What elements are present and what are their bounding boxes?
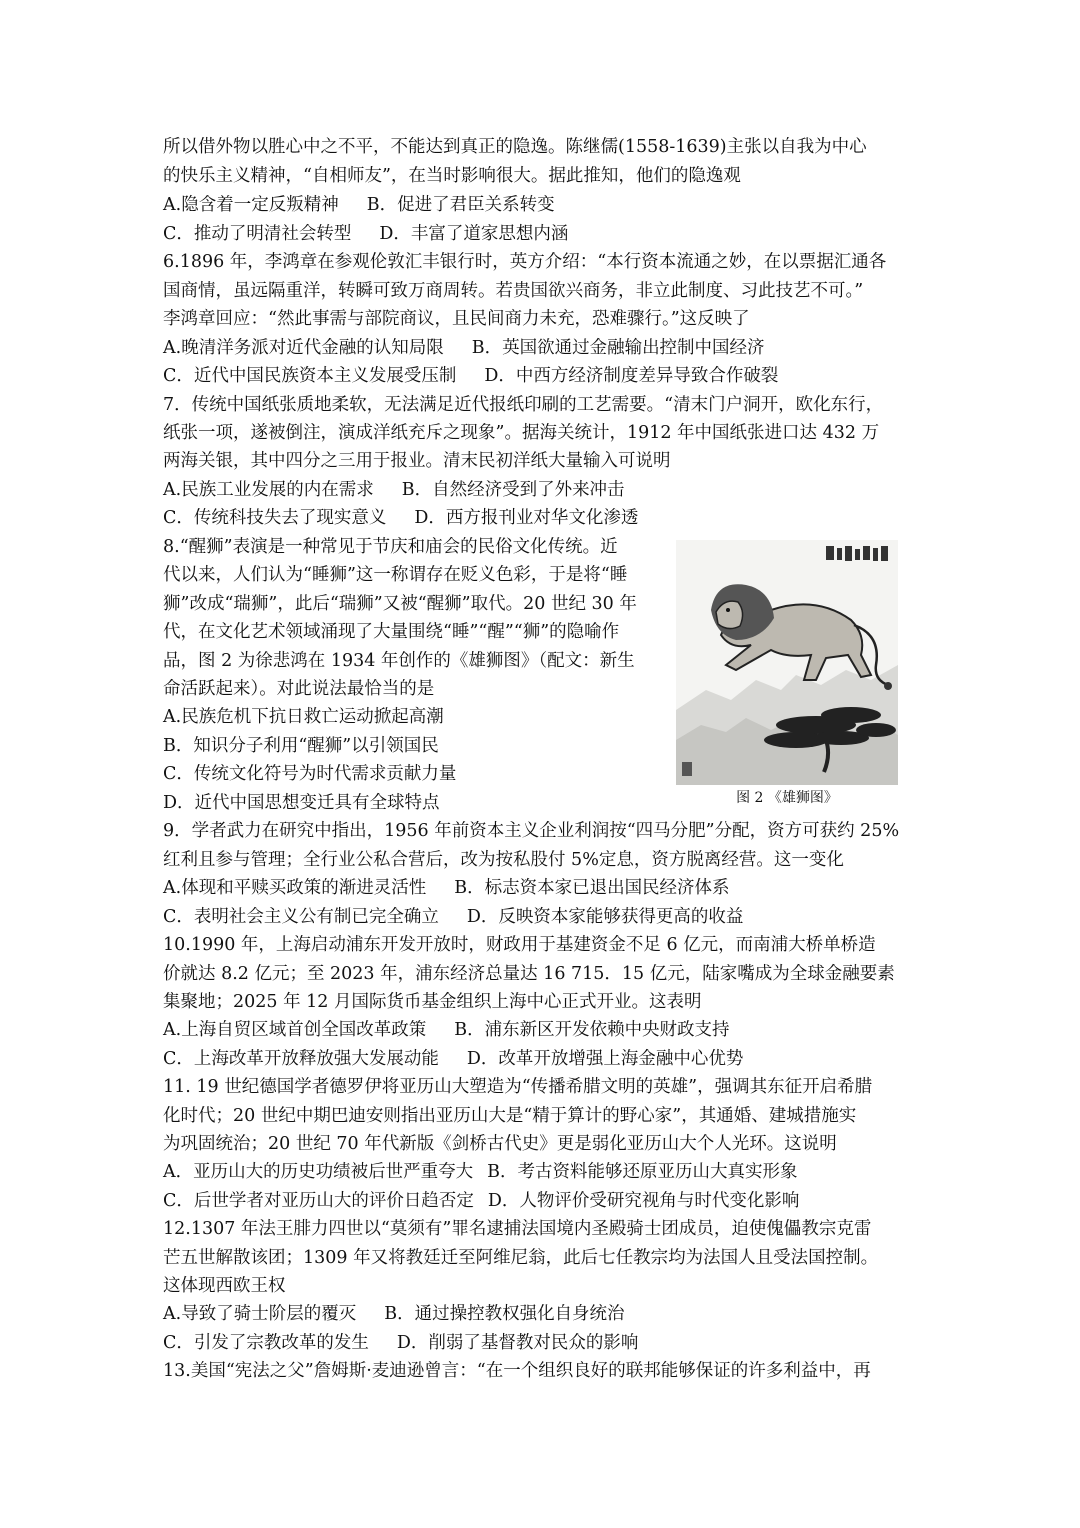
q8-option-c[interactable]: C．传统文化符号为时代需求贡献力量 — [163, 764, 457, 784]
q10-option-d[interactable]: D．改革开放增强上海金融中心优势 — [466, 1049, 744, 1069]
q9-options-row-1 — [163, 874, 730, 902]
q8-text-line-4: 代，在文化艺术领域涌现了大量围绕“睡”“醒”“狮”的隐喻作 — [163, 622, 620, 642]
q10-text-line-1: 10.1990 年，上海启动浦东开发开放时，财政用于基建资金不足 6 亿元，而南浦大桥单桥造 — [163, 935, 876, 955]
q5-option-b[interactable]: B．促进了君臣关系转变 — [366, 195, 555, 215]
q8-text-line-2: 代以来，人们认为“睡狮”这一称谓存在贬义色彩，于是将“睡 — [163, 565, 628, 585]
q6-option-a[interactable]: A.晚清洋务派对近代金融的认知局限 — [163, 338, 444, 358]
q10-option-c[interactable]: C．上海改革开放释放强大发展动能 — [163, 1049, 439, 1069]
q5-text-line-2: 的快乐主义精神，“自相师友”，在当时影响很大。据此推知，他们的隐逸观 — [163, 166, 741, 186]
q12-option-a[interactable]: A.导致了骑士阶层的覆灭 — [163, 1304, 357, 1324]
q5-options-row-2 — [163, 220, 568, 248]
q11-option-a[interactable]: A．亚历山大的历史功绩被后世严重夸大 — [163, 1162, 474, 1182]
q11-option-c[interactable]: C．后世学者对亚历山大的评价日趋否定 — [163, 1191, 474, 1211]
q10-option-a[interactable]: A.上海自贸区域首创全国改革政策 — [163, 1020, 427, 1040]
q5-option-d[interactable]: D．丰富了道家思想内涵 — [379, 224, 569, 244]
q12-text-line-1: 12.1307 年法王腓力四世以“莫须有”罪名逮捕法国境内圣殿骑士团成员，迫使傀儡教宗克雷 — [163, 1219, 872, 1239]
q11-text-line-1: 11. 19 世纪德国学者德罗伊将亚历山大塑造为“传播希腊文明的英雄”，强调其东征开启希腊 — [163, 1077, 873, 1097]
q11-option-b[interactable]: B．考古资料能够还原亚历山大真实形象 — [487, 1162, 798, 1182]
q13-text-line-1: 13.美国“宪法之父”詹姆斯·麦迪逊曾言：“在一个组织良好的联邦能够保证的许多利益中，再 — [163, 1361, 871, 1381]
q9-option-c[interactable]: C．表明社会主义公有制已完全确立 — [163, 907, 439, 927]
q8-text-line-1: 8.“醒狮”表演是一种常见于节庆和庙会的民俗文化传统。近 — [163, 537, 618, 557]
q10-text-line-2: 价就达 8.2 亿元；至 2023 年，浦东经济总量达 16 715．15 亿元，陆家嘴成为全球金融要素 — [163, 964, 895, 984]
q7-option-b[interactable]: B．自然经济受到了外来冲击 — [401, 480, 625, 500]
q5-option-c[interactable]: C．推动了明清社会转型 — [163, 224, 352, 244]
q9-option-b[interactable]: B．标志资本家已退出国民经济体系 — [454, 878, 730, 898]
q11-text-line-2: 化时代；20 世纪中期巴迪安则指出亚历山大是“精于算计的野心家”，其通婚、建城措施实 — [163, 1106, 857, 1126]
q7-text-line-2: 纸张一项，遂被倒注，演成洋纸充斥之现象”。据海关统计，1912 年中国纸张进口达 432 万 — [163, 423, 880, 443]
q6-option-b[interactable]: B．英国欲通过金融输出控制中国经济 — [471, 338, 765, 358]
q5-option-a[interactable]: A.隐含着一定反叛精神 — [163, 195, 339, 215]
q10-option-b[interactable]: B．浦东新区开发依赖中央财政支持 — [454, 1020, 730, 1040]
q9-text-line-1: 9．学者武力在研究中指出，1956 年前资本主义企业利润按“四马分肥”分配，资方可获约 25% — [163, 821, 900, 841]
q7-options-row-1 — [163, 476, 625, 504]
q6-text-line-2: 国商情，虽远隔重洋，转瞬可致万商周转。若贵国欲兴商务，非立此制度、习此技艺不可。” — [163, 281, 864, 301]
q10-options-row-2 — [163, 1045, 743, 1073]
q7-option-c[interactable]: C．传统科技失去了现实意义 — [163, 508, 387, 528]
q12-options-row-1 — [163, 1300, 625, 1328]
q12-option-b[interactable]: B．通过操控教权强化自身统治 — [384, 1304, 625, 1324]
q7-option-d[interactable]: D．西方报刊业对华文化渗透 — [414, 508, 639, 528]
lion-painting-figure — [676, 540, 898, 808]
q6-option-d[interactable]: D．中西方经济制度差异导致合作破裂 — [484, 366, 779, 386]
q7-text-line-3: 两海关银，其中四分之三用于报业。清末民初洋纸大量输入可说明 — [163, 451, 671, 471]
q7-text-line-1: 7．传统中国纸张质地柔软，无法满足近代报纸印刷的工艺需要。“清末门户洞开，欧化东行， — [163, 395, 884, 415]
q8-option-b[interactable]: B．知识分子利用“醒狮”以引领国民 — [163, 736, 439, 756]
q6-text-line-1: 6.1896 年，李鸿章在参观伦敦汇丰银行时，英方介绍：“本行资本流通之妙，在以票据汇通各 — [163, 252, 887, 272]
q9-text-line-2: 红利且参与管理；全行业公私合营后，改为按私股付 5%定息，资方脱离经营。这一变化 — [163, 850, 844, 870]
q9-option-d[interactable]: D．反映资本家能够获得更高的收益 — [466, 907, 744, 927]
q11-options-row-2 — [163, 1187, 799, 1215]
q5-text-line-1: 所以借外物以胜心中之不平，不能达到真正的隐逸。陈继儒(1558-1639)主张以自我为中心 — [163, 137, 867, 157]
q12-option-c[interactable]: C．引发了宗教改革的发生 — [163, 1333, 369, 1353]
q8-option-d[interactable]: D．近代中国思想变迁具有全球特点 — [163, 793, 440, 813]
q9-options-row-2 — [163, 903, 743, 931]
q10-text-line-3: 集聚地；2025 年 12 月国际货币基金组织上海中心正式开业。这表明 — [163, 992, 702, 1012]
q8-text-line-3: 狮”改成“瑞狮”，此后“瑞狮”又被“醒狮”取代。20 世纪 30 年 — [163, 594, 637, 614]
q6-options-row-2 — [163, 362, 778, 390]
q12-text-line-3: 这体现西欧王权 — [163, 1276, 286, 1296]
q10-options-row-1 — [163, 1016, 730, 1044]
q8-text-line-5: 品，图 2 为徐悲鸿在 1934 年创作的《雄狮图》（配文：新生 — [163, 651, 635, 671]
q6-options-row-1 — [163, 334, 765, 362]
q11-text-line-3: 为巩固统治；20 世纪 70 年代新版《剑桥古代史》更是弱化亚历山大个人光环。这说明 — [163, 1134, 837, 1154]
q12-text-line-2: 芒五世解散该团；1309 年又将教廷迁至阿维尼翁，此后七任教宗均为法国人且受法国控制。 — [163, 1248, 879, 1268]
q8-option-a[interactable]: A.民族危机下抗日救亡运动掀起高潮 — [163, 707, 444, 727]
q12-options-row-2 — [163, 1329, 638, 1357]
q12-option-d[interactable]: D．削弱了基督教对民众的影响 — [396, 1333, 639, 1353]
q7-options-row-2 — [163, 504, 638, 532]
q6-text-line-3: 李鸿章回应：“然此事需与部院商议，且民间商力未充，恐难骤行。”这反映了 — [163, 309, 750, 329]
q11-option-d[interactable]: D．人物评价受研究视角与时代变化影响 — [487, 1191, 800, 1211]
q11-options-row-1 — [163, 1158, 798, 1186]
q9-option-a[interactable]: A.体现和平赎买政策的渐进灵活性 — [163, 878, 427, 898]
figure-caption: 图 2 《雄狮图》 — [736, 790, 838, 806]
q7-option-a[interactable]: A.民族工业发展的内在需求 — [163, 480, 374, 500]
lion-painting-icon — [676, 540, 898, 785]
q6-option-c[interactable]: C．近代中国民族资本主义发展受压制 — [163, 366, 457, 386]
q8-text-line-6: 命活跃起来）。对此说法最恰当的是 — [163, 679, 435, 699]
q5-options-row-1 — [163, 191, 555, 219]
